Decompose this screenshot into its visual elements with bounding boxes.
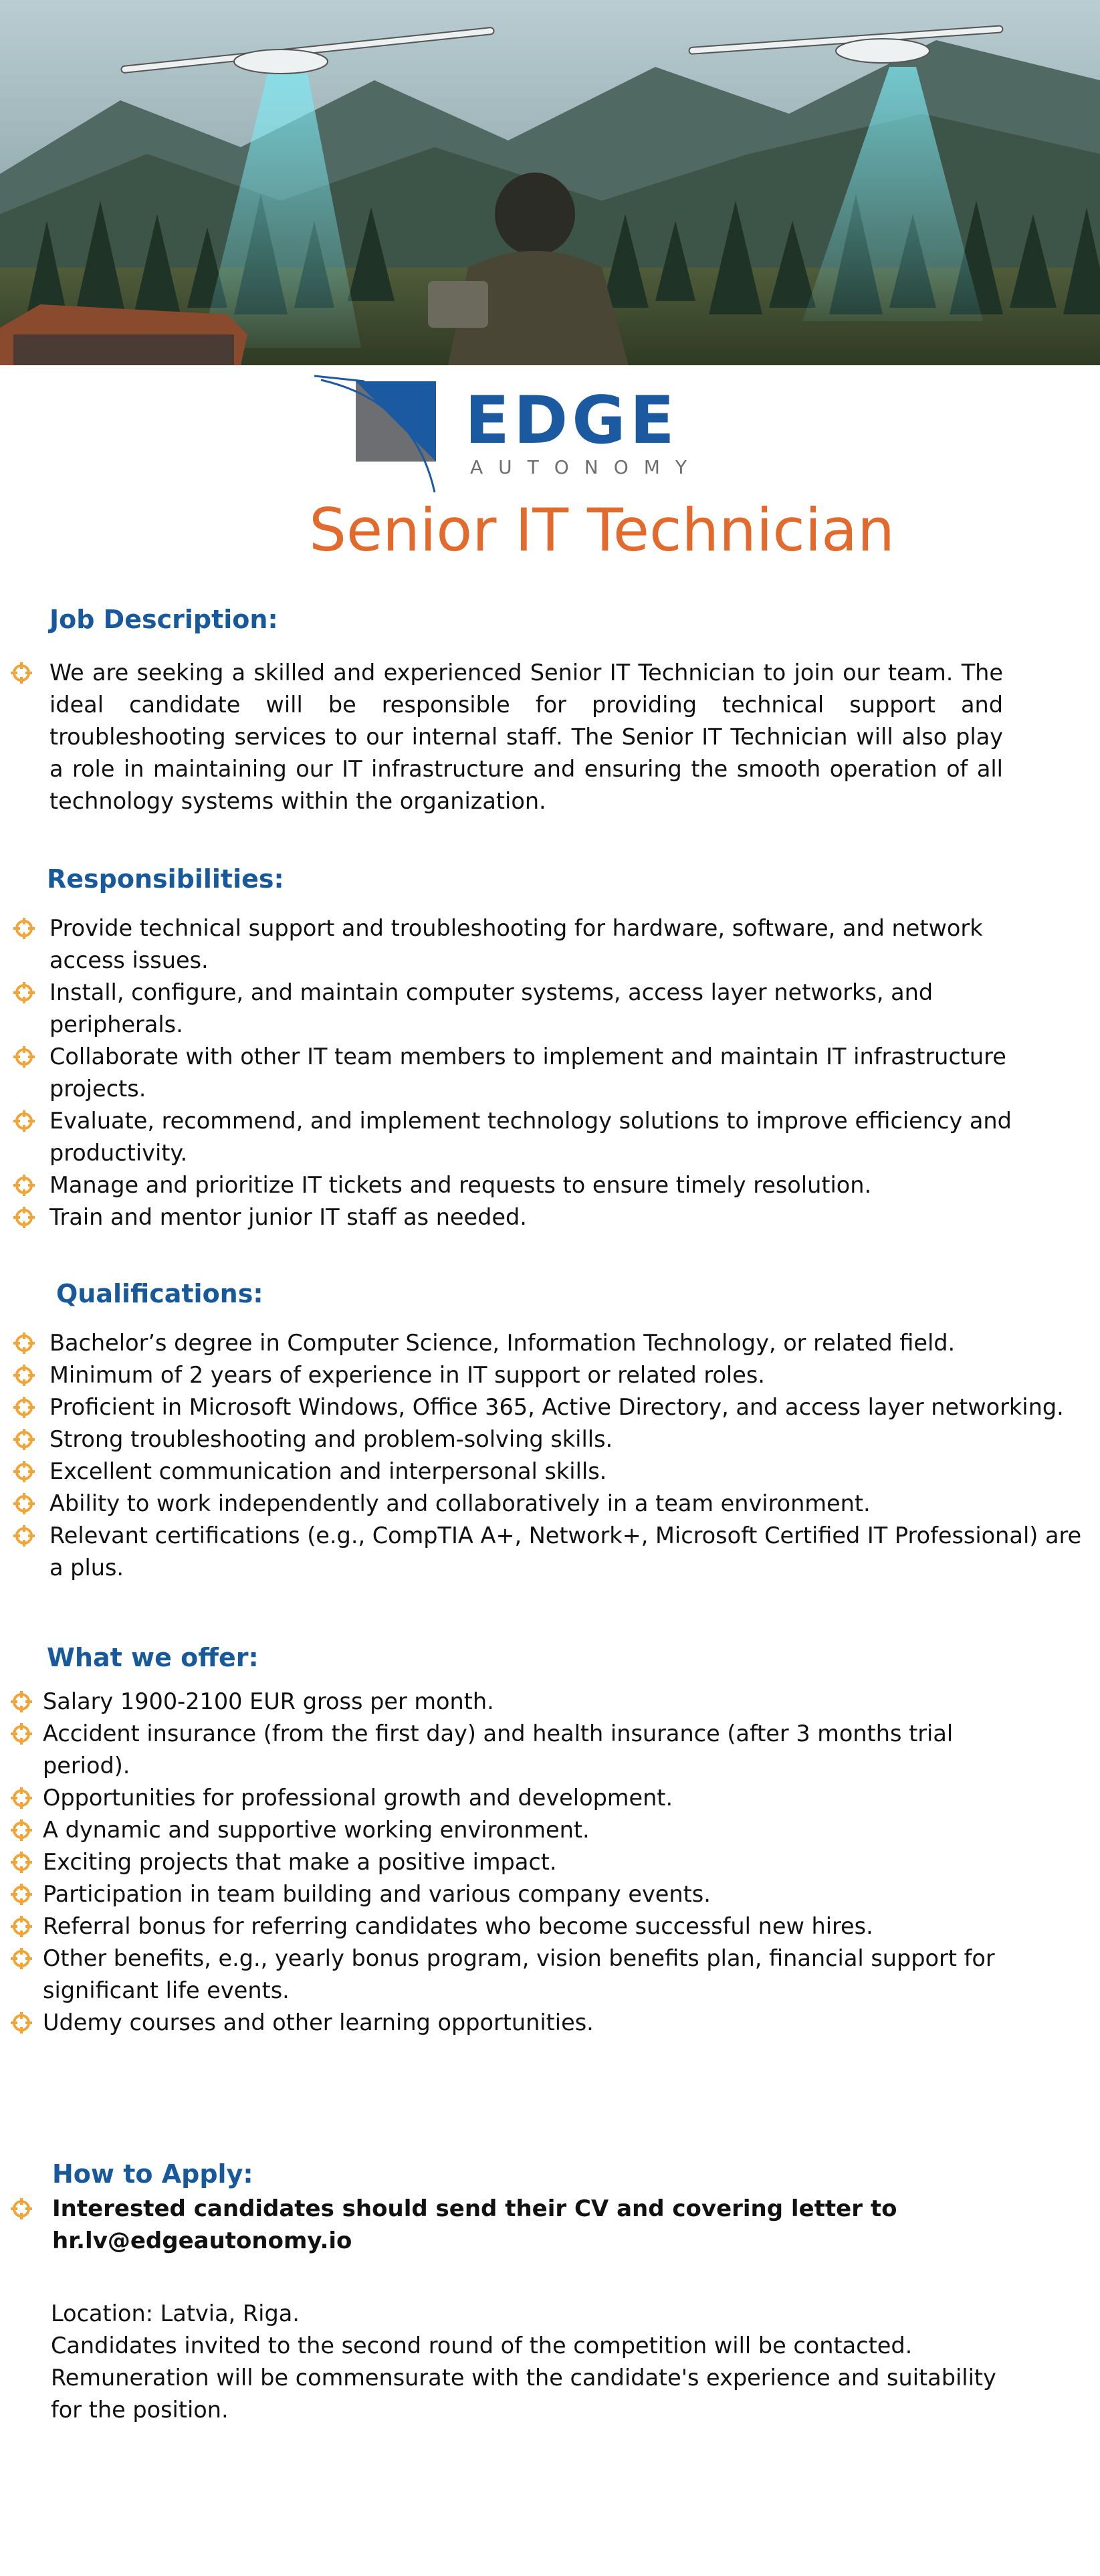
crosshair-bullet-icon [12, 1045, 36, 1069]
list-item [43, 1943, 1006, 2007]
crosshair-bullet-icon [9, 2011, 33, 2035]
list-item [49, 977, 1053, 1041]
list-item [43, 1814, 1006, 1846]
crosshair-bullet-icon [9, 2197, 33, 2221]
list-item-text: Train and mentor junior IT staff as needed. [49, 1204, 527, 1230]
how-to-apply-heading: How to Apply: [52, 2159, 253, 2189]
offer-list [43, 1686, 1006, 2039]
list-item [49, 1041, 1053, 1105]
crosshair-bullet-icon [12, 1173, 36, 1197]
list-item [43, 1878, 1006, 1910]
logo-mark-icon [314, 375, 448, 495]
job-description-text: We are seeking a skilled and experienced Senior IT Technician to join our team. The ideal candidate will be responsible for providing technical support and troubleshooting services to our internal staff. The Senior IT Technician will also play a role in maintaining our IT infrastructure and ensuring the smooth operation of all technology systems within the organization. [49, 660, 1003, 814]
list-item [49, 1169, 1053, 1201]
crosshair-bullet-icon [9, 661, 33, 685]
crosshair-bullet-icon [9, 1818, 33, 1842]
crosshair-bullet-icon [12, 1460, 36, 1484]
list-item [49, 1359, 1097, 1391]
list-item-text: Collaborate with other IT team members to implement and maintain IT infrastructure projects. [49, 1044, 1006, 1102]
list-item-text: Strong troubleshooting and problem-solving skills. [49, 1426, 613, 1452]
list-item [43, 1686, 1006, 1718]
contact-note-text: Candidates invited to the second round of the competition will be contacted. [51, 2333, 913, 2359]
header-image [0, 0, 1100, 365]
list-item [49, 1105, 1053, 1169]
location-info [51, 2298, 1000, 2426]
page-title: Senior IT Technician [309, 496, 895, 565]
list-item-text: Salary 1900-2100 EUR gross per month. [43, 1688, 494, 1714]
list-item-text: Manage and prioritize IT tickets and requests to ensure timely resolution. [49, 1172, 872, 1198]
list-item [49, 912, 1053, 977]
crosshair-bullet-icon [9, 1722, 33, 1746]
list-item [49, 1327, 1097, 1359]
drones-over-forest-soldier-image [0, 0, 1100, 365]
list-item-text: Participation in team building and various company events. [43, 1881, 711, 1907]
crosshair-bullet-icon [9, 1947, 33, 1971]
crosshair-bullet-icon [9, 1882, 33, 1906]
crosshair-bullet-icon [12, 916, 36, 940]
list-item-text: Provide technical support and troubleshooting for hardware, software, and network access issues. [49, 915, 983, 973]
apply-instructions: Interested candidates should send their CV and covering letter to hr.lv@edgeautonomy.io [52, 2195, 897, 2254]
crosshair-bullet-icon [12, 981, 36, 1005]
list-item-text: Excellent communication and interpersonal skills. [49, 1458, 607, 1484]
crosshair-bullet-icon [12, 1363, 36, 1387]
crosshair-bullet-icon [12, 1109, 36, 1133]
crosshair-bullet-icon [12, 1205, 36, 1229]
list-item-text: Relevant certifications (e.g., CompTIA A+, Network+, Microsoft Certified IT Professional) are a plus. [49, 1522, 1082, 1581]
list-item [43, 1846, 1006, 1878]
list-item-text: Bachelor’s degree in Computer Science, Information Technology, or related field. [49, 1330, 956, 1356]
list-item-text: Minimum of 2 years of experience in IT support or related roles. [49, 1362, 765, 1388]
logo-autonomy-text: AUTONOMY [470, 456, 703, 478]
list-item-text: A dynamic and supportive working environment. [43, 1817, 590, 1843]
crosshair-bullet-icon [12, 1427, 36, 1452]
crosshair-bullet-icon [9, 1690, 33, 1714]
list-item [43, 1782, 1006, 1814]
job-description-heading: Job Description: [49, 605, 278, 634]
list-item-text: Ability to work independently and collaboratively in a team environment. [49, 1490, 871, 1516]
crosshair-bullet-icon [12, 1492, 36, 1516]
edge-autonomy-logo [314, 375, 742, 495]
list-item [49, 1456, 1097, 1488]
list-item [49, 1201, 1053, 1233]
list-item-text: Referral bonus for referring candidates who become successful new hires. [43, 1913, 873, 1939]
qualifications-list [49, 1327, 1097, 1584]
list-item [43, 2007, 1006, 2039]
logo-edge-text: EDGE [465, 383, 679, 459]
list-item [49, 1520, 1097, 1584]
offer-heading: What we offer: [47, 1643, 259, 1672]
responsibilities-list [49, 912, 1053, 1233]
list-item-text: Install, configure, and maintain computer systems, access layer networks, and peripherals. [49, 979, 933, 1037]
list-item [43, 1910, 1006, 1943]
list-item-text: Proficient in Microsoft Windows, Office 365, Active Directory, and access layer networking. [49, 1394, 1064, 1420]
crosshair-bullet-icon [9, 1914, 33, 1939]
crosshair-bullet-icon [12, 1395, 36, 1419]
remuneration-text: Remuneration will be commensurate with the candidate's experience and suitability for the position. [51, 2365, 996, 2423]
list-item-text: Exciting projects that make a positive impact. [43, 1849, 557, 1875]
list-item-text: Udemy courses and other learning opportunities. [43, 2009, 594, 2036]
location-text: Location: Latvia, Riga. [51, 2300, 300, 2326]
crosshair-bullet-icon [12, 1524, 36, 1548]
list-item [49, 1423, 1097, 1456]
list-item-text: Other benefits, e.g., yearly bonus program, vision benefits plan, financial support for significant life events. [43, 1945, 995, 2003]
list-item-text: Opportunities for professional growth and development. [43, 1785, 673, 1811]
crosshair-bullet-icon [9, 1850, 33, 1874]
list-item-text: Accident insurance (from the first day) and health insurance (after 3 months trial period). [43, 1720, 954, 1779]
list-item [49, 1391, 1097, 1423]
list-item-text: Evaluate, recommend, and implement technology solutions to improve efficiency and productivity. [49, 1108, 1012, 1166]
qualifications-heading: Qualifications: [56, 1279, 263, 1308]
list-item [49, 1488, 1097, 1520]
list-item [43, 1718, 1006, 1782]
crosshair-bullet-icon [9, 1786, 33, 1810]
crosshair-bullet-icon [12, 1331, 36, 1355]
responsibilities-heading: Responsibilities: [47, 864, 284, 894]
